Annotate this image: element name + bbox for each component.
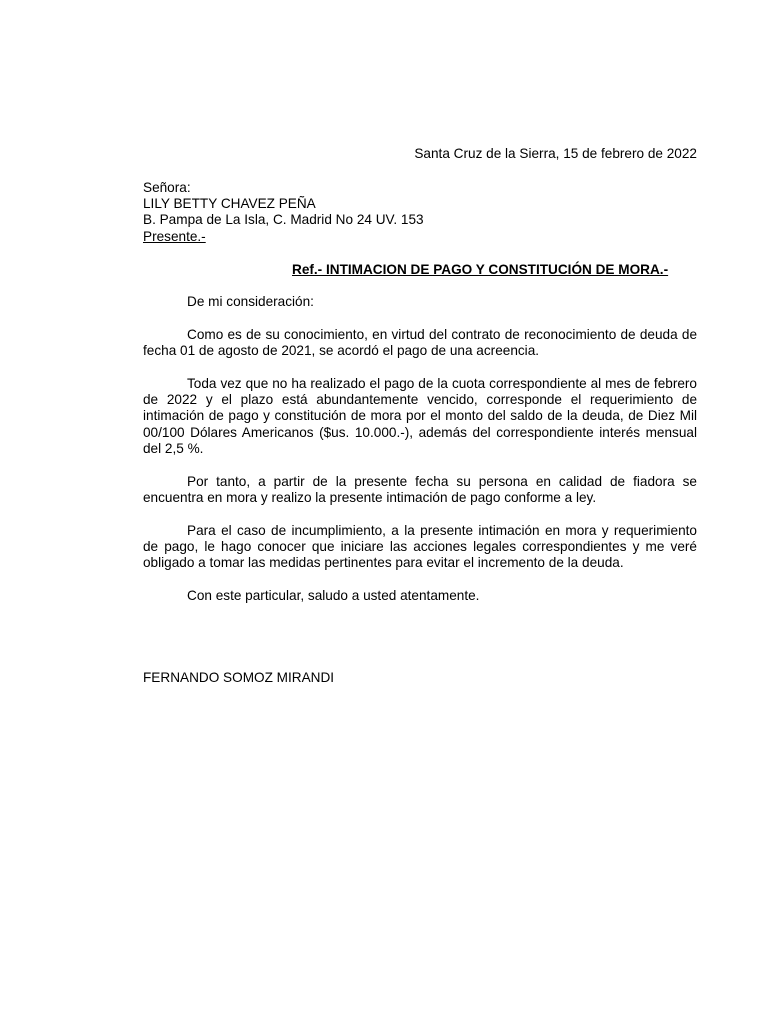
body-paragraph-3: Por tanto, a partir de la presente fecha su persona en calidad de fiadora se encuentra en mora y realizo la presente intimación de pago conforme a ley.: [143, 474, 697, 506]
recipient-address: B. Pampa de La Isla, C. Madrid No 24 UV. 153: [143, 212, 424, 227]
body-paragraph-1: Como es de su conocimiento, en virtud del contrato de reconocimiento de deuda de fecha 01 de agosto de 2021, se acordó el pago de una acreencia.: [143, 327, 697, 359]
recipient-salutation-title: Señora:: [143, 180, 191, 195]
recipient-name: LILY BETTY CHAVEZ PEÑA: [143, 196, 316, 211]
signature-name: FERNANDO SOMOZ MIRANDI: [143, 670, 335, 685]
body-paragraph-2: Toda vez que no ha realizado el pago de la cuota correspondiente al mes de febrero de 2022 y el plazo está abundantemente vencido, corresponde el requerimiento de intimación de pago y constitución de mora por el monto del saldo de la deuda, de Diez Mil 00/100 Dólares Americanos ($us. 10.000.-), además del correspondiente interés mensual del 2,5 %.: [143, 376, 697, 456]
reference-line: Ref.- INTIMACION DE PAGO Y CONSTITUCIÓN DE MORA.-: [292, 262, 669, 277]
place-date: Santa Cruz de la Sierra, 15 de febrero de 2022: [414, 146, 697, 161]
recipient-presente: Presente.-: [143, 229, 206, 244]
greeting: De mi consideración:: [187, 294, 314, 309]
closing-line: Con este particular, saludo a usted atentamente.: [187, 588, 480, 603]
body-paragraph-4: Para el caso de incumplimiento, a la presente intimación en mora y requerimiento de pago, le hago conocer que iniciare las acciones legales correspondientes y me veré obligado a tomar las medidas pertinentes para evitar el incremento de la deuda.: [143, 523, 697, 571]
